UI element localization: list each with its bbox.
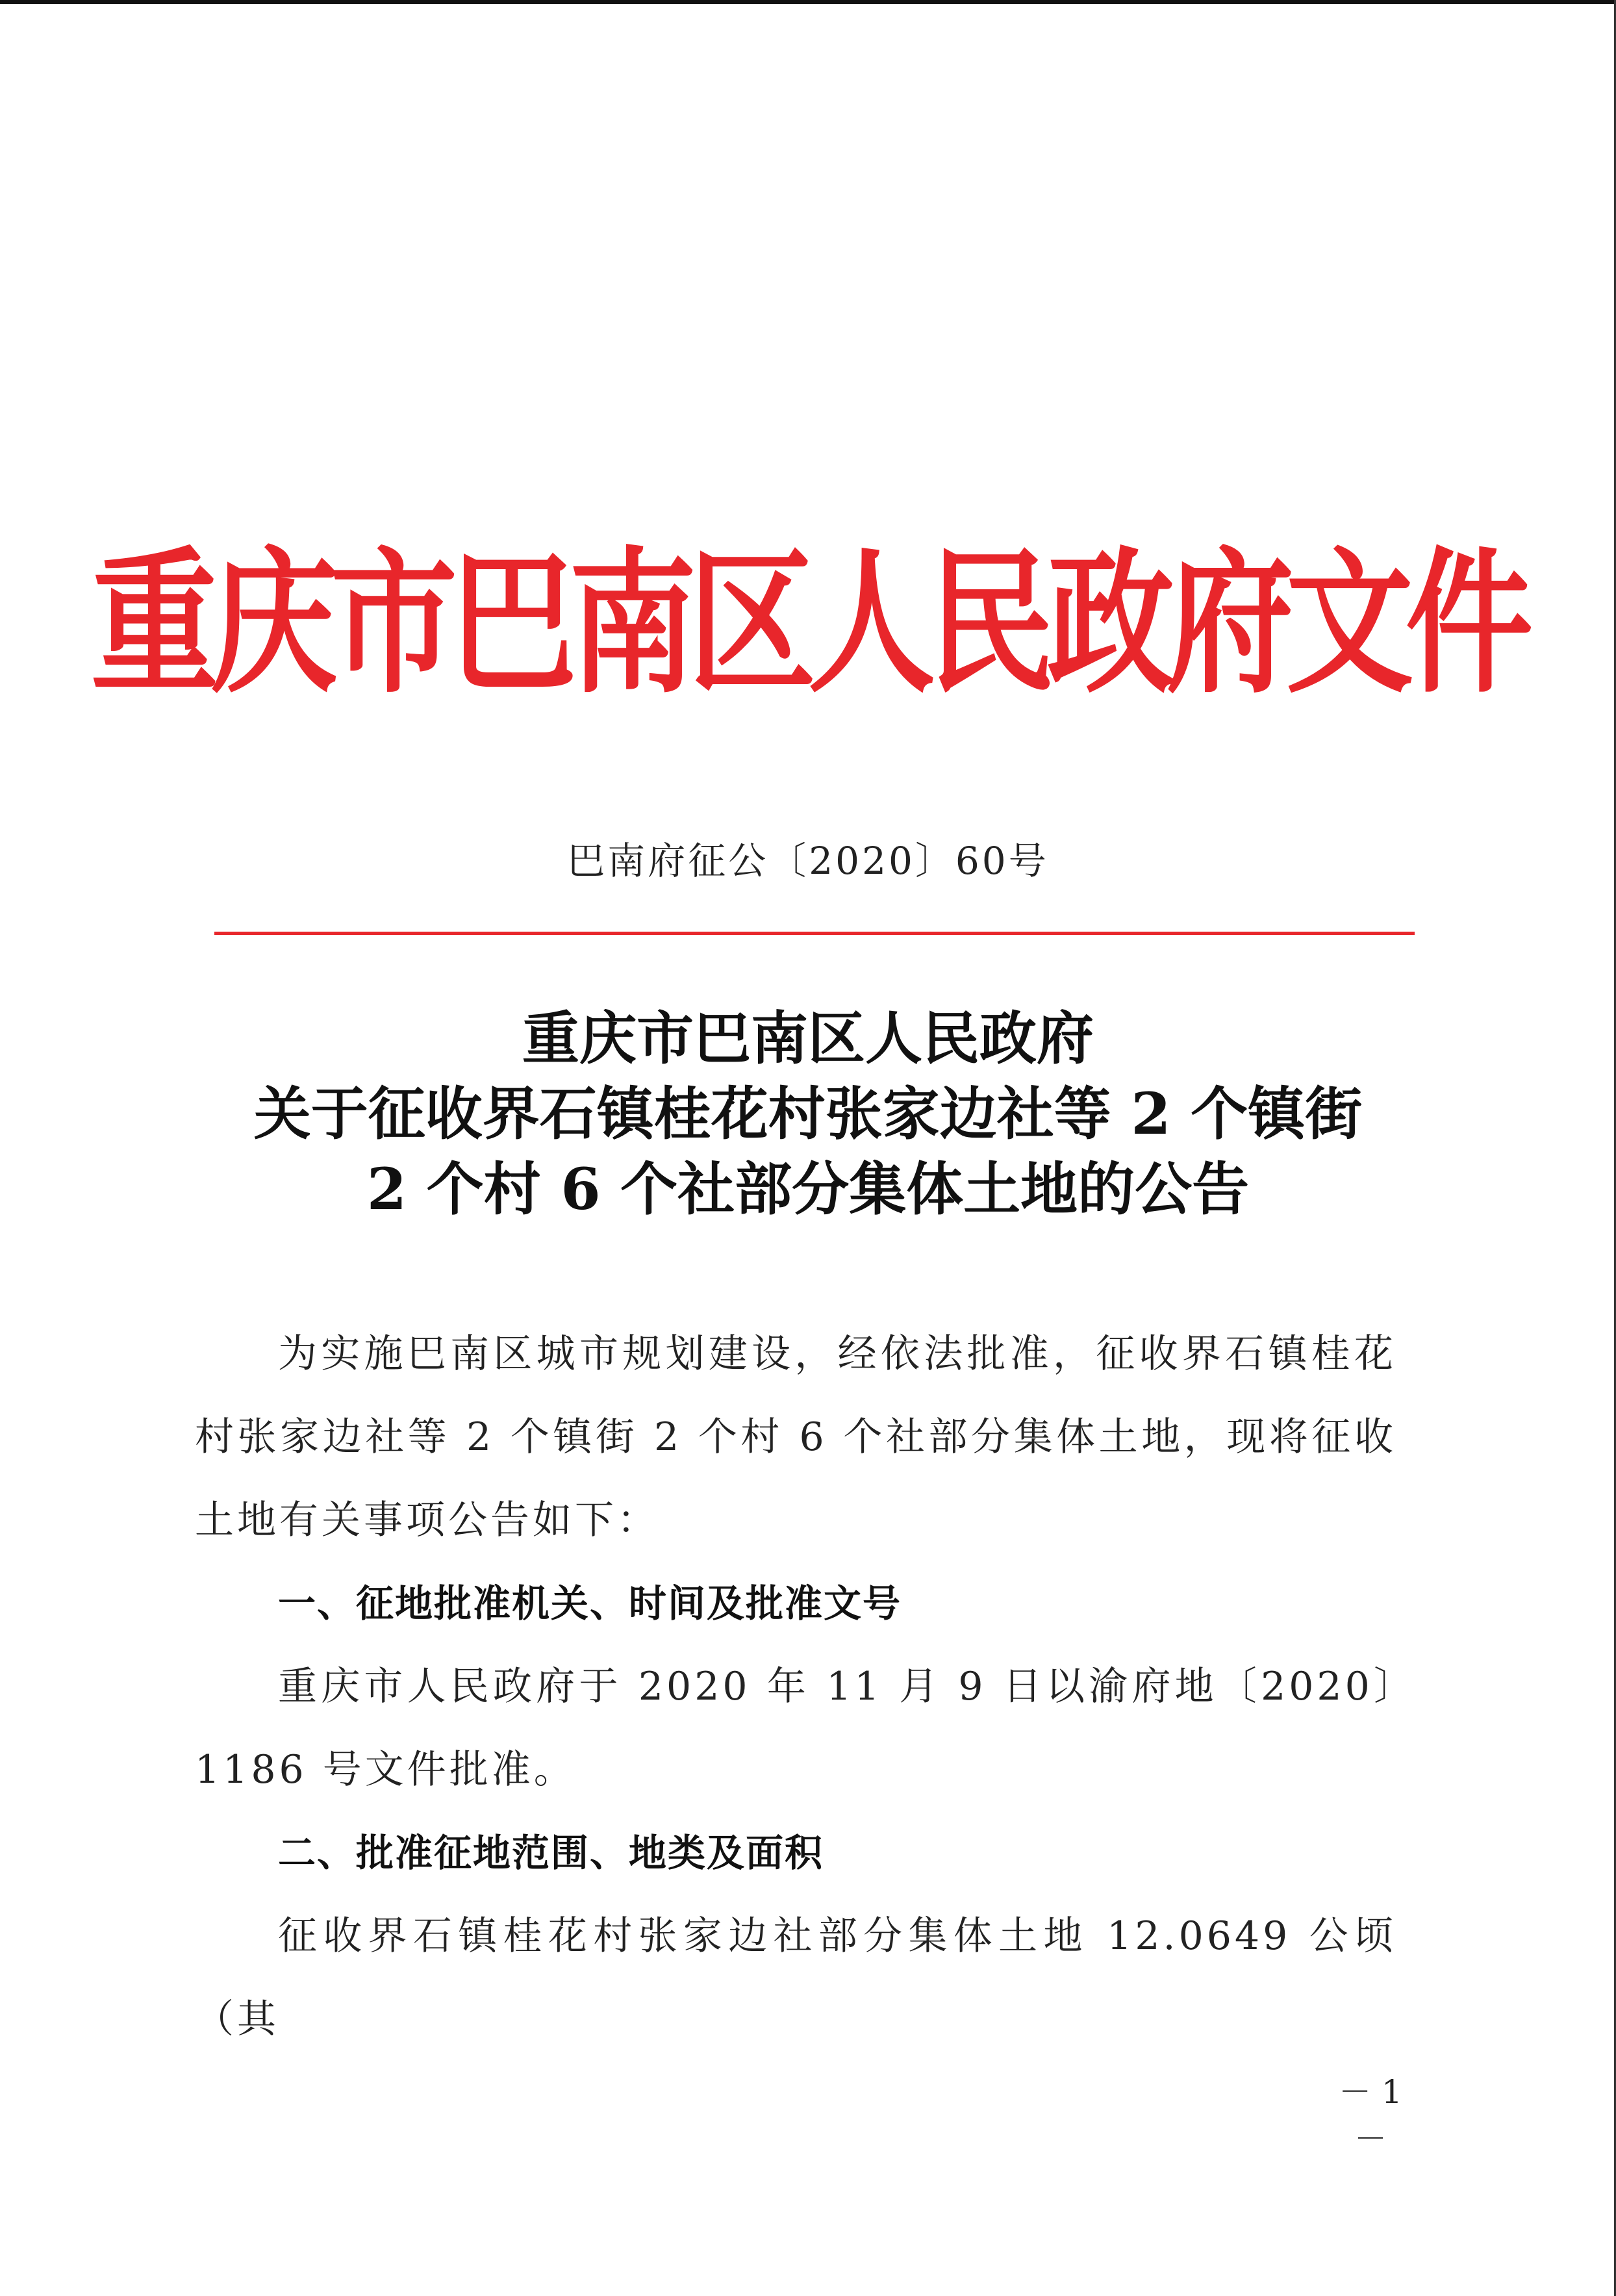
scan-edge-top [0,0,1616,4]
section-paragraph-approval: 重庆市人民政府于 2020 年 11 月 9 日以渝府地〔2020〕1186 号文件批准。 [195,1664,1396,1792]
document-title [0,1001,1616,1227]
document-header: 重庆市巴南区人民政府文件 [90,532,1525,715]
red-divider [214,932,1415,935]
document-body [195,1312,1396,2061]
page-number: － 1 － [1339,2073,1402,2158]
title-line: 2 个村 6 个社部分集体土地的公告 [366,1155,1250,1223]
section-heading-scope: 二、批准征地范围、地类及面积 [278,1831,824,1875]
document-number: 巴南府征公〔2020〕60号 [567,839,1049,883]
intro-paragraph: 为实施巴南区城市规划建设，经依法批准，征收界石镇桂花村张家边社等 2 个镇街 2 个村 6 个社部分集体土地，现将征收土地有关事项公告如下： [195,1331,1396,1543]
title-line: 重庆市巴南区人民政府 [522,1004,1094,1072]
section-heading-approval: 一、征地批准机关、时间及批准文号 [278,1581,902,1626]
section-paragraph-scope: 征收界石镇桂花村张家边社部分集体土地 12.0649 公顷（其 [195,1913,1396,2042]
title-line: 关于征收界石镇桂花村张家边社等 2 个镇街 [253,1080,1363,1147]
